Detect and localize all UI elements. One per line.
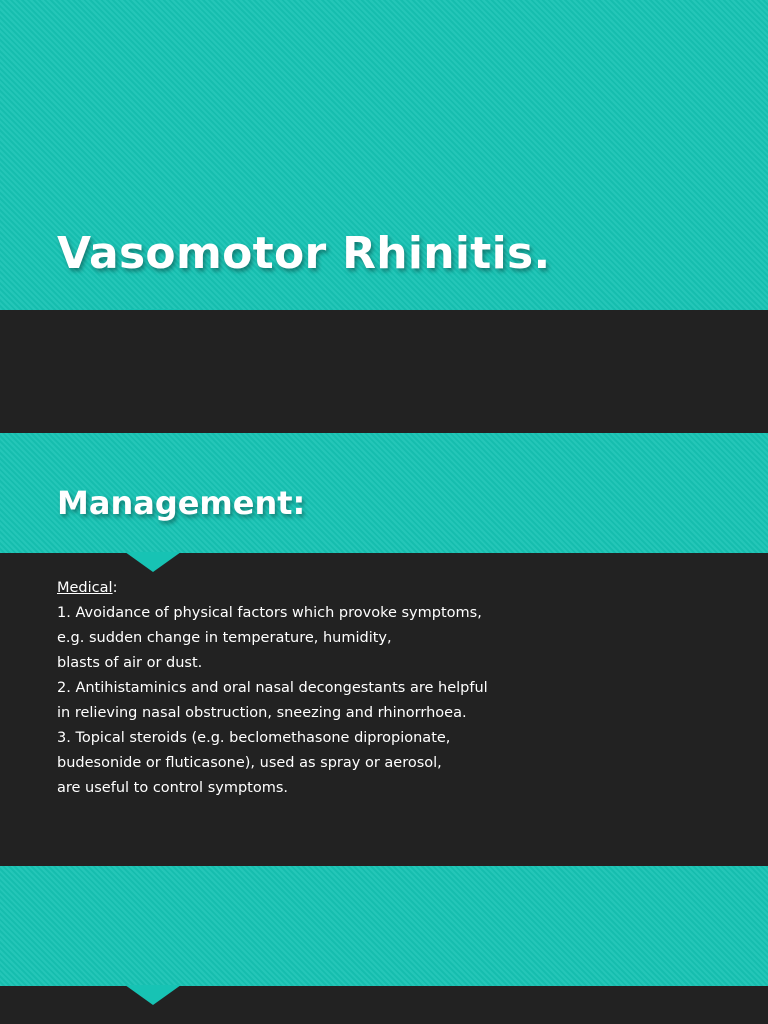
section-heading-suffix: : (112, 580, 118, 596)
content-line: 3. Topical steroids (e.g. beclomethasone dipropionate, (57, 730, 451, 746)
content-line: in relieving nasal obstruction, sneezing and rhinorrhoea. (57, 705, 467, 721)
management-title: Management: (57, 484, 306, 522)
slide-1-body (0, 310, 768, 433)
content-line: are useful to control symptoms. (57, 780, 289, 796)
content-line: e.g. sudden change in temperature, humidity, (57, 630, 392, 646)
next-slide-band-pointer (125, 985, 181, 1005)
content-line: blasts of air or dust. (57, 655, 203, 671)
section-heading-line (57, 576, 717, 601)
management-band-pointer (125, 552, 181, 572)
slide-title: Vasomotor Rhinitis. (57, 228, 551, 279)
content-line: budesonide or fluticasone), used as spray or aerosol, (57, 755, 442, 771)
section-heading: Medical (57, 580, 113, 596)
content-line: 1. Avoidance of physical factors which provoke symptoms, (57, 605, 482, 621)
management-content (57, 576, 717, 801)
next-slide-band (0, 866, 768, 986)
content-line: 2. Antihistaminics and oral nasal decongestants are helpful (57, 680, 488, 696)
